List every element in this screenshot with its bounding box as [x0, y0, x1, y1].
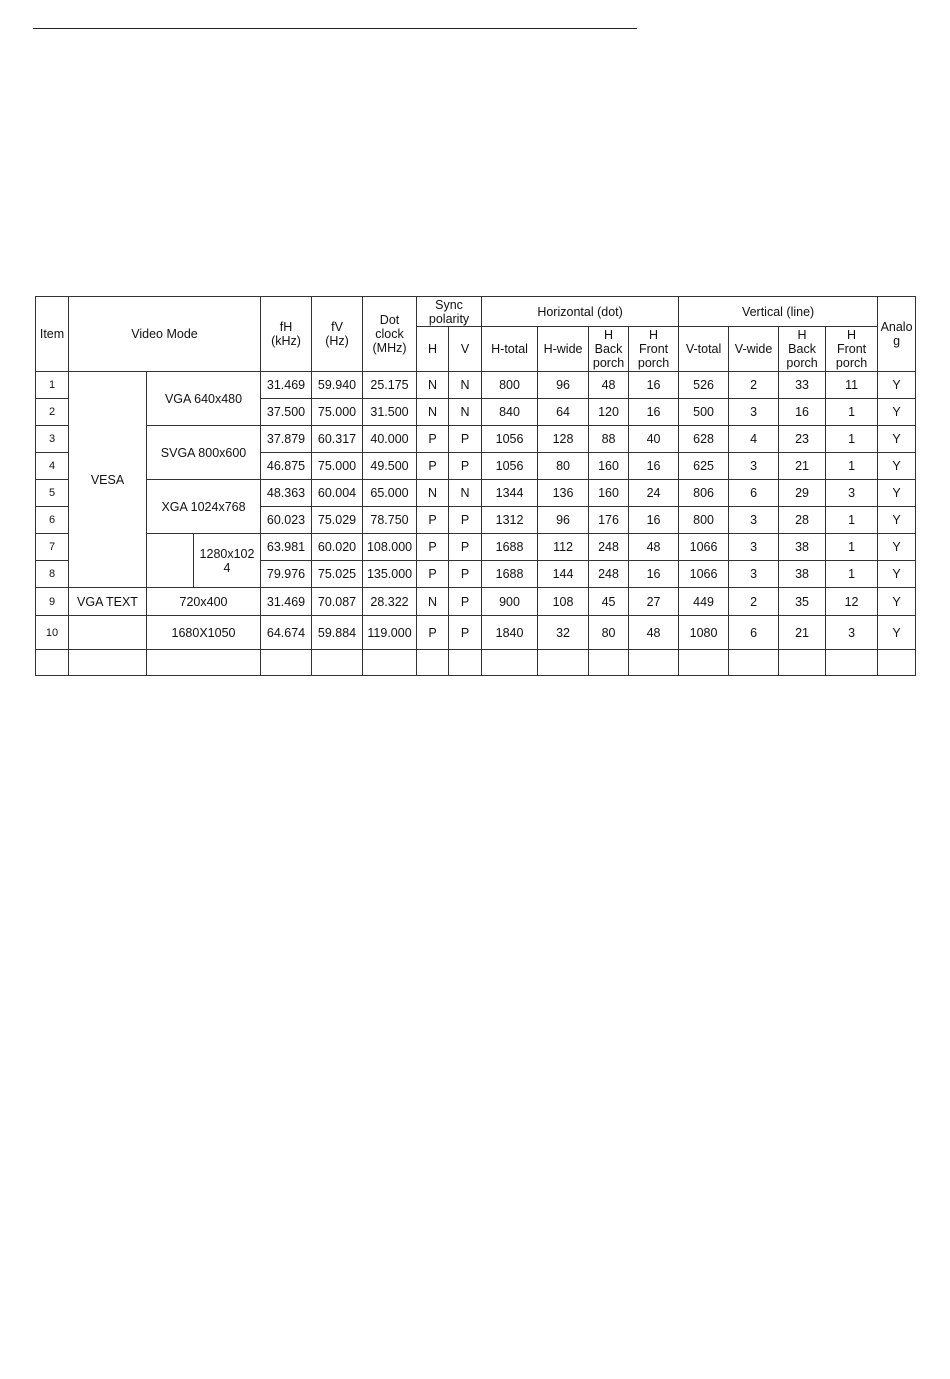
item-cell: 5: [36, 480, 69, 507]
mode-text-720: 720x400: [147, 588, 261, 616]
analog-cell: Y: [878, 534, 916, 561]
dot-clock-cell: 119.000: [363, 616, 417, 650]
v-wide-cell: 3: [729, 507, 779, 534]
h-wide-cell: 96: [538, 507, 589, 534]
v-front-porch-cell: 1: [826, 399, 878, 426]
h-back-porch-cell: 160: [589, 480, 629, 507]
dot-clock-cell: 78.750: [363, 507, 417, 534]
h-wide-cell: 108: [538, 588, 589, 616]
table-row: [36, 534, 916, 561]
header-h-wide: H-wide: [538, 327, 589, 372]
sync-h-cell: P: [417, 561, 449, 588]
fv-cell: 75.029: [312, 507, 363, 534]
item-cell: 1: [36, 372, 69, 399]
v-front-porch-cell: 11: [826, 372, 878, 399]
fv-cell: 59.884: [312, 616, 363, 650]
header-analog: Analo g: [878, 297, 916, 372]
analog-cell: Y: [878, 507, 916, 534]
h-back-porch-cell: 45: [589, 588, 629, 616]
h-total-cell: 900: [482, 588, 538, 616]
v-total-cell: 806: [679, 480, 729, 507]
h-front-porch-cell: 16: [629, 372, 679, 399]
h-front-porch-cell: 16: [629, 399, 679, 426]
h-front-porch-cell: 16: [629, 561, 679, 588]
item-cell: 6: [36, 507, 69, 534]
h-wide-cell: 128: [538, 426, 589, 453]
header-h-total: H-total: [482, 327, 538, 372]
h-back-porch-cell: 120: [589, 399, 629, 426]
dot-clock-cell: 49.500: [363, 453, 417, 480]
v-back-porch-cell: 38: [779, 561, 826, 588]
h-back-porch-cell: 88: [589, 426, 629, 453]
sync-h-cell: N: [417, 480, 449, 507]
fv-cell: 75.025: [312, 561, 363, 588]
h-total-cell: 1688: [482, 561, 538, 588]
fh-cell: 63.981: [261, 534, 312, 561]
header-h-front-porch: H Front porch: [629, 327, 679, 372]
h-total-cell: 1056: [482, 426, 538, 453]
v-wide-cell: 3: [729, 399, 779, 426]
table-row: [36, 426, 916, 453]
sync-h-cell: P: [417, 426, 449, 453]
v-wide-cell: 3: [729, 453, 779, 480]
analog-cell: Y: [878, 480, 916, 507]
h-total-cell: 1312: [482, 507, 538, 534]
sync-h-cell: P: [417, 453, 449, 480]
analog-cell: Y: [878, 588, 916, 616]
v-back-porch-cell: 21: [779, 453, 826, 480]
h-wide-cell: 80: [538, 453, 589, 480]
fv-cell: 60.020: [312, 534, 363, 561]
header-v-wide: V-wide: [729, 327, 779, 372]
fh-cell: 46.875: [261, 453, 312, 480]
h-back-porch-cell: 160: [589, 453, 629, 480]
header-v-total: V-total: [679, 327, 729, 372]
fv-cell: 70.087: [312, 588, 363, 616]
v-total-cell: 1066: [679, 561, 729, 588]
analog-cell: Y: [878, 616, 916, 650]
fh-cell: 64.674: [261, 616, 312, 650]
fh-cell: 37.500: [261, 399, 312, 426]
table-row: [36, 372, 916, 399]
fv-cell: 60.317: [312, 426, 363, 453]
item-cell: 4: [36, 453, 69, 480]
dot-clock-cell: 25.175: [363, 372, 417, 399]
fv-cell: 75.000: [312, 399, 363, 426]
v-total-cell: 500: [679, 399, 729, 426]
v-total-cell: 625: [679, 453, 729, 480]
analog-cell: Y: [878, 426, 916, 453]
header-video-mode: Video Mode: [69, 297, 261, 372]
fh-cell: 79.976: [261, 561, 312, 588]
fh-cell: 31.469: [261, 588, 312, 616]
v-total-cell: 1080: [679, 616, 729, 650]
h-front-porch-cell: 16: [629, 453, 679, 480]
dot-clock-cell: 28.322: [363, 588, 417, 616]
sync-v-cell: P: [449, 534, 482, 561]
h-wide-cell: 96: [538, 372, 589, 399]
h-back-porch-cell: 248: [589, 534, 629, 561]
h-total-cell: 1056: [482, 453, 538, 480]
table-row: [36, 588, 916, 616]
dot-clock-cell: 65.000: [363, 480, 417, 507]
sync-h-cell: P: [417, 616, 449, 650]
v-total-cell: 800: [679, 507, 729, 534]
v-total-cell: 1066: [679, 534, 729, 561]
h-front-porch-cell: 24: [629, 480, 679, 507]
h-total-cell: 800: [482, 372, 538, 399]
v-back-porch-cell: 23: [779, 426, 826, 453]
header-vertical: Vertical (line): [679, 297, 878, 327]
header-row-1: [36, 297, 916, 327]
sync-v-cell: N: [449, 480, 482, 507]
item-cell: 8: [36, 561, 69, 588]
dot-clock-cell: 135.000: [363, 561, 417, 588]
h-total-cell: 1344: [482, 480, 538, 507]
sync-h-cell: N: [417, 588, 449, 616]
header-horizontal: Horizontal (dot): [482, 297, 679, 327]
timing-table: [35, 296, 916, 676]
top-rule: [33, 28, 637, 29]
h-wide-cell: 112: [538, 534, 589, 561]
h-back-porch-cell: 176: [589, 507, 629, 534]
v-wide-cell: 3: [729, 561, 779, 588]
fh-cell: 48.363: [261, 480, 312, 507]
group-vesa: VESA: [69, 372, 147, 588]
sync-v-cell: N: [449, 399, 482, 426]
v-total-cell: 449: [679, 588, 729, 616]
analog-cell: Y: [878, 372, 916, 399]
v-back-porch-cell: 29: [779, 480, 826, 507]
h-back-porch-cell: 48: [589, 372, 629, 399]
v-back-porch-cell: 16: [779, 399, 826, 426]
h-front-porch-cell: 48: [629, 616, 679, 650]
sync-h-cell: N: [417, 399, 449, 426]
v-front-porch-cell: 1: [826, 426, 878, 453]
dot-clock-cell: 31.500: [363, 399, 417, 426]
v-front-porch-cell: 3: [826, 616, 878, 650]
header-v-front-porch: H Front porch: [826, 327, 878, 372]
h-wide-cell: 136: [538, 480, 589, 507]
v-wide-cell: 2: [729, 588, 779, 616]
h-back-porch-cell: 248: [589, 561, 629, 588]
v-back-porch-cell: 21: [779, 616, 826, 650]
v-back-porch-cell: 28: [779, 507, 826, 534]
mode-sxga-blank: [147, 534, 194, 588]
mode-vga-640: VGA 640x480: [147, 372, 261, 426]
v-front-porch-cell: 3: [826, 480, 878, 507]
v-total-cell: 628: [679, 426, 729, 453]
mode-xga-1024: XGA 1024x768: [147, 480, 261, 534]
v-front-porch-cell: 1: [826, 507, 878, 534]
v-front-porch-cell: 12: [826, 588, 878, 616]
v-wide-cell: 4: [729, 426, 779, 453]
empty-row: [36, 650, 916, 676]
v-front-porch-cell: 1: [826, 534, 878, 561]
sync-v-cell: P: [449, 453, 482, 480]
header-item: Item: [36, 297, 69, 372]
v-wide-cell: 6: [729, 616, 779, 650]
sync-v-cell: P: [449, 616, 482, 650]
v-back-porch-cell: 35: [779, 588, 826, 616]
header-v-back-porch: H Back porch: [779, 327, 826, 372]
fh-cell: 60.023: [261, 507, 312, 534]
dot-clock-cell: 108.000: [363, 534, 417, 561]
item-cell: 9: [36, 588, 69, 616]
analog-cell: Y: [878, 453, 916, 480]
header-fv: fV (Hz): [312, 297, 363, 372]
header-dot-clock: Dot clock (MHz): [363, 297, 417, 372]
h-wide-cell: 144: [538, 561, 589, 588]
v-back-porch-cell: 38: [779, 534, 826, 561]
h-total-cell: 1688: [482, 534, 538, 561]
sync-v-cell: P: [449, 561, 482, 588]
v-front-porch-cell: 1: [826, 561, 878, 588]
sync-h-cell: P: [417, 534, 449, 561]
h-front-porch-cell: 16: [629, 507, 679, 534]
fv-cell: 75.000: [312, 453, 363, 480]
sync-v-cell: P: [449, 588, 482, 616]
v-wide-cell: 6: [729, 480, 779, 507]
sync-v-cell: N: [449, 372, 482, 399]
sync-v-cell: P: [449, 507, 482, 534]
group-blank: [69, 616, 147, 650]
sync-h-cell: N: [417, 372, 449, 399]
dot-clock-cell: 40.000: [363, 426, 417, 453]
item-cell: 7: [36, 534, 69, 561]
mode-svga-800: SVGA 800x600: [147, 426, 261, 480]
fh-cell: 31.469: [261, 372, 312, 399]
fh-cell: 37.879: [261, 426, 312, 453]
h-back-porch-cell: 80: [589, 616, 629, 650]
item-cell: 2: [36, 399, 69, 426]
sync-h-cell: P: [417, 507, 449, 534]
group-vga-text: VGA TEXT: [69, 588, 147, 616]
table-row: [36, 616, 916, 650]
header-sync-polarity: Sync polarity: [417, 297, 482, 327]
fv-cell: 59.940: [312, 372, 363, 399]
fv-cell: 60.004: [312, 480, 363, 507]
h-front-porch-cell: 40: [629, 426, 679, 453]
h-front-porch-cell: 48: [629, 534, 679, 561]
mode-wsxga-1680: 1680X1050: [147, 616, 261, 650]
v-total-cell: 526: [679, 372, 729, 399]
header-h-back-porch: H Back porch: [589, 327, 629, 372]
table-row: [36, 480, 916, 507]
analog-cell: Y: [878, 561, 916, 588]
h-front-porch-cell: 27: [629, 588, 679, 616]
header-sync-v: V: [449, 327, 482, 372]
h-wide-cell: 64: [538, 399, 589, 426]
v-wide-cell: 3: [729, 534, 779, 561]
header-sync-h: H: [417, 327, 449, 372]
item-cell: 10: [36, 616, 69, 650]
h-wide-cell: 32: [538, 616, 589, 650]
sync-v-cell: P: [449, 426, 482, 453]
analog-cell: Y: [878, 399, 916, 426]
v-front-porch-cell: 1: [826, 453, 878, 480]
h-total-cell: 840: [482, 399, 538, 426]
h-total-cell: 1840: [482, 616, 538, 650]
v-wide-cell: 2: [729, 372, 779, 399]
v-back-porch-cell: 33: [779, 372, 826, 399]
header-fh: fH (kHz): [261, 297, 312, 372]
mode-sxga-1280: 1280x102 4: [194, 534, 261, 588]
item-cell: 3: [36, 426, 69, 453]
